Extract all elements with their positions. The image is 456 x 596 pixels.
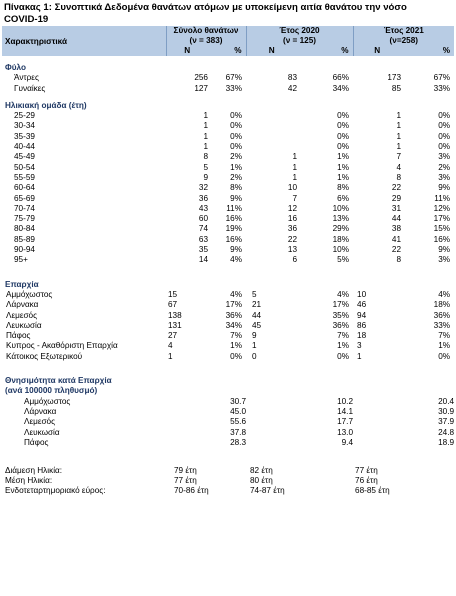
spacer-row (2, 266, 454, 273)
cell-2021-pct: 0% (438, 351, 451, 361)
cell-2021-pct: 3% (438, 152, 451, 162)
cell-2020-value: 10.2 (337, 396, 354, 406)
table-row (2, 224, 454, 234)
cell-2020-n: 5 (252, 289, 257, 299)
row-label: 95+ (14, 255, 28, 265)
cell-total-n: 43 (198, 203, 208, 213)
cell-total-n: 4 (168, 341, 173, 351)
section-mortality-label: Θνησιμότητα κατά Επαρχία (5, 376, 112, 386)
cell-2020-n (246, 142, 297, 152)
cell-total-n: 138 (168, 310, 182, 320)
table-row (2, 84, 454, 94)
cell-total-pct: 9% (230, 245, 242, 255)
header-pct-2020: % (297, 46, 353, 56)
row-label: 55-59 (14, 172, 35, 182)
header-pct-2021: % (401, 46, 454, 56)
cell-2021-value: 76 έτη (355, 475, 378, 485)
row-label: 50-54 (14, 162, 35, 172)
cell-total-pct: 33% (225, 83, 242, 93)
spacer-cell (2, 266, 454, 273)
cell-2021-n: 8 (396, 255, 402, 265)
cell-2020-pct: 0% (337, 121, 350, 131)
cell-2021-pct: 16% (433, 234, 451, 244)
table-row (2, 311, 454, 321)
cell-2021-pct: 2% (438, 162, 451, 172)
cell-total-value: 30.7 (230, 396, 246, 406)
cell-2020-pct: 17% (332, 300, 350, 310)
cell-2021-pct: 0% (438, 121, 451, 131)
section-mortality (2, 376, 454, 386)
row-label: Πάφος (6, 331, 31, 341)
cell-total-pct: 16% (225, 214, 242, 224)
cell-2020-n: 10 (287, 183, 297, 193)
cell-total-pct: 0% (230, 111, 242, 121)
cell-2020-pct: 1% (337, 341, 350, 351)
cell-2020-n: 6 (292, 255, 297, 265)
cell-total-n: 1 (203, 111, 208, 121)
spacer-cell (2, 369, 454, 376)
header-row-1 (2, 26, 454, 46)
table-row (2, 407, 454, 417)
table-row (2, 290, 454, 300)
cell-total-n: 36 (198, 193, 208, 203)
cell-2020-pct: 66% (332, 73, 350, 83)
cell-2020-n: 22 (287, 234, 297, 244)
cell-2021-n: 1 (396, 131, 402, 141)
spacer-cell (2, 455, 454, 462)
cell-2020-n (246, 121, 297, 131)
row-label: 90-94 (14, 245, 35, 255)
cell-total-n: 67 (168, 300, 178, 310)
cell-total-n: 127 (194, 83, 208, 93)
cell-total-n: 60 (198, 214, 208, 224)
cell-2020-pct: 29% (332, 224, 350, 234)
cell-2021-value: 18.9 (438, 437, 455, 447)
header-2020-n: (ν = 125) (283, 36, 316, 45)
row-label: Κάτοικος Εξωτερικού (6, 351, 83, 361)
cell-2020-value: 82 έτη (250, 466, 273, 476)
cell-2020-n: 36 (287, 224, 297, 234)
section-mortality-unit (2, 386, 454, 396)
cell-2020-pct: 8% (337, 183, 350, 193)
cell-2020-pct: 6% (337, 193, 350, 203)
cell-2021-pct: 0% (438, 142, 451, 152)
cell-total-n: 74 (198, 224, 208, 234)
table-row (2, 300, 454, 310)
table-row (2, 163, 454, 173)
spacer-cell (2, 362, 454, 369)
cell-2021-pct: 33% (433, 320, 451, 330)
table-row (2, 214, 454, 224)
summary-row (2, 466, 454, 476)
row-label: Λεμεσός (6, 310, 38, 320)
spacer-row (2, 362, 454, 369)
cell-2021-pct: 15% (433, 224, 451, 234)
cell-2021-n: 7 (396, 152, 402, 162)
cell-2021-value: 24.8 (438, 427, 455, 437)
cell-2021-n: 46 (357, 300, 367, 310)
cell-total-pct: 1% (230, 341, 242, 351)
section-age-label: Ηλικιακή ομάδα (έτη) (5, 100, 87, 110)
cell-2021-n: 94 (357, 310, 367, 320)
cell-total-pct: 2% (230, 152, 242, 162)
cell-2021-n: 41 (391, 234, 402, 244)
cell-total-pct: 4% (230, 255, 242, 265)
header-2020-label: Έτος 2020 (279, 26, 320, 35)
header-total-n: (ν = 383) (189, 36, 223, 45)
cell-2021-n: 86 (357, 320, 367, 330)
header-n-2020: N (246, 46, 297, 56)
spacer-row (2, 94, 454, 101)
cell-2020-n (246, 111, 297, 121)
table-row (2, 204, 454, 214)
cell-total-n: 256 (194, 73, 208, 83)
spacer-row (2, 56, 454, 63)
cell-2020-pct: 1% (337, 172, 350, 182)
cell-total-n: 27 (168, 331, 178, 341)
cell-2021-pct: 12% (433, 203, 451, 213)
cell-2021-value: 20.4 (438, 396, 455, 406)
header-2021-label: Έτος 2021 (383, 26, 424, 35)
spacer-cell (2, 448, 454, 455)
cell-total-pct: 17% (225, 300, 242, 310)
table-row (2, 245, 454, 255)
cell-total-value: 28.3 (230, 437, 246, 447)
cell-2020-n: 16 (287, 214, 297, 224)
table-row (2, 321, 454, 331)
header-2020 (246, 26, 353, 46)
cell-total-value: 45.0 (230, 406, 246, 416)
cell-total-pct: 0% (230, 131, 242, 141)
cell-2020-n (246, 132, 297, 142)
cell-2020-pct: 0% (337, 131, 350, 141)
cell-total-value: 55.6 (230, 417, 246, 427)
cell-2020-pct: 35% (332, 310, 350, 320)
header-pct-total: % (208, 46, 246, 56)
table-row (2, 183, 454, 193)
cell-2021-n: 22 (391, 183, 402, 193)
cell-total-n: 32 (198, 183, 208, 193)
cell-total-pct: 11% (226, 203, 242, 213)
row-label: Λεμεσός (24, 417, 56, 427)
cell-2020-n: 1 (292, 172, 297, 182)
cell-2020-n: 1 (292, 162, 297, 172)
header-2021 (353, 26, 454, 46)
cell-total-pct: 1% (230, 162, 242, 172)
table-row (2, 121, 454, 131)
cell-total-pct: 0% (230, 121, 242, 131)
cell-total-pct: 67% (225, 73, 242, 83)
cell-2021-value: 68-85 έτη (355, 485, 390, 495)
cell-2021-n: 4 (396, 162, 402, 172)
cell-2020-pct: 0% (337, 111, 350, 121)
cell-total-pct: 8% (230, 183, 242, 193)
cell-2021-pct: 18% (433, 300, 451, 310)
table-row (2, 438, 454, 448)
cell-2020-n: 1 (292, 152, 297, 162)
header-total (166, 26, 246, 46)
cell-2020-pct: 5% (337, 255, 350, 265)
cell-2021-pct: 0% (438, 111, 451, 121)
row-label: 45-49 (14, 152, 35, 162)
cell-2020-pct: 36% (332, 320, 350, 330)
table-row (2, 397, 454, 407)
cell-total-n: 1 (203, 131, 208, 141)
cell-total-n: 1 (203, 121, 208, 131)
cell-2021-pct: 1% (438, 341, 451, 351)
cell-2021-value: 77 έτη (355, 466, 378, 476)
cell-total-n: 9 (203, 172, 208, 182)
row-label: Άντρες (14, 73, 39, 83)
header-characteristics: Χαρακτηριστικά (2, 26, 166, 56)
row-label: 60-64 (14, 183, 35, 193)
section-district (2, 280, 454, 290)
spacer-cell (2, 94, 454, 101)
table-row (2, 111, 454, 121)
table-row (2, 152, 454, 162)
row-label: Μέση Ηλικία: (5, 475, 53, 485)
row-label: 65-69 (14, 193, 35, 203)
cell-2021-n: 38 (391, 224, 402, 234)
cell-total-value: 37.8 (230, 427, 246, 437)
cell-2021-pct: 3% (438, 255, 451, 265)
cell-2021-value: 37.9 (438, 417, 455, 427)
cell-2021-n: 44 (391, 214, 402, 224)
cell-2021-pct: 7% (438, 331, 451, 341)
row-label: Αμμόχωστος (24, 396, 71, 406)
cell-2020-pct: 7% (337, 331, 350, 341)
table-row (2, 417, 454, 427)
section-sex (2, 63, 454, 73)
cell-2021-pct: 9% (438, 245, 451, 255)
cell-2021-n: 3 (357, 341, 362, 351)
cell-total-pct: 19% (225, 224, 242, 234)
cell-2021-n: 85 (391, 83, 402, 93)
cell-total-pct: 9% (230, 193, 242, 203)
cell-2021-pct: 0% (438, 131, 451, 141)
spacer-row (2, 448, 454, 455)
cell-total-value: 70-86 έτη (174, 485, 209, 495)
cell-2020-n: 83 (287, 73, 297, 83)
cell-2020-n: 42 (287, 83, 297, 93)
cell-total-pct: 16% (225, 234, 242, 244)
row-label: 30-34 (14, 121, 35, 131)
cell-2020-n: 45 (252, 320, 262, 330)
row-label: 40-44 (14, 142, 35, 152)
cell-2020-pct: 10% (332, 203, 350, 213)
cell-2020-pct: 10% (332, 245, 350, 255)
table-row (2, 173, 454, 183)
cell-2020-pct: 1% (337, 162, 350, 172)
cell-2021-pct: 4% (438, 289, 451, 299)
spacer-row (2, 273, 454, 280)
cell-total-pct: 34% (225, 320, 242, 330)
row-label: Λάρνακα (6, 300, 39, 310)
cell-2020-pct: 34% (332, 83, 350, 93)
row-label: 70-74 (14, 203, 35, 213)
cell-2021-n: 18 (357, 331, 367, 341)
row-label: Αμμόχωστος (6, 289, 53, 299)
row-label: Λάρνακα (24, 406, 57, 416)
cell-2021-n: 1 (396, 121, 402, 131)
row-label: 75-79 (14, 214, 35, 224)
cell-2021-n: 173 (387, 73, 402, 83)
spacer-cell (2, 273, 454, 280)
table-row (2, 132, 454, 142)
cell-2021-pct: 9% (438, 183, 451, 193)
summary-row (2, 486, 454, 496)
row-label: 80-84 (14, 224, 35, 234)
cell-total-n: 131 (168, 320, 182, 330)
cell-2020-n: 7 (292, 193, 297, 203)
cell-2020-n: 21 (252, 300, 262, 310)
cell-total-value: 77 έτη (174, 475, 197, 485)
cell-total-pct: 0% (230, 351, 242, 361)
cell-total-n: 1 (203, 142, 208, 152)
cell-2020-n: 9 (252, 331, 257, 341)
cell-2020-pct: 0% (337, 142, 350, 152)
summary-row (2, 476, 454, 486)
cell-2020-n: 0 (252, 351, 257, 361)
cell-total-value: 79 έτη (174, 466, 197, 476)
row-label: 25-29 (14, 111, 35, 121)
cell-2021-n: 10 (357, 289, 367, 299)
cell-total-n: 5 (203, 162, 208, 172)
cell-2021-n: 8 (396, 172, 402, 182)
cell-total-pct: 36% (225, 310, 242, 320)
table-row (2, 331, 454, 341)
cell-2021-pct: 3% (438, 172, 451, 182)
cell-2020-n: 12 (287, 203, 297, 213)
cell-total-n: 35 (198, 245, 208, 255)
cell-total-pct: 0% (230, 142, 242, 152)
cell-2020-n: 1 (252, 341, 257, 351)
cell-total-pct: 7% (230, 331, 242, 341)
cell-total-n: 15 (168, 289, 178, 299)
summary-table (2, 26, 454, 495)
cell-2020-pct: 0% (337, 351, 350, 361)
cell-2021-pct: 36% (433, 310, 451, 320)
cell-2021-n: 1 (396, 142, 402, 152)
cell-total-n: 14 (198, 255, 208, 265)
cell-2021-pct: 33% (433, 83, 451, 93)
section-district-label: Επαρχία (5, 279, 39, 289)
table-row (2, 428, 454, 438)
cell-2021-n: 31 (391, 203, 402, 213)
cell-2020-n: 44 (252, 310, 262, 320)
row-label: 85-89 (14, 234, 35, 244)
spacer-row (2, 455, 454, 462)
cell-2020-value: 13.0 (337, 427, 354, 437)
table-row (2, 73, 454, 83)
table-row (2, 235, 454, 245)
table-row (2, 341, 454, 351)
cell-2021-n: 22 (391, 245, 402, 255)
row-label: Γυναίκες (14, 83, 46, 93)
cell-2020-value: 17.7 (337, 417, 354, 427)
header-total-label: Σύνολο θανάτων (173, 26, 239, 35)
header-n-total: N (166, 46, 208, 56)
row-label: 35-39 (14, 131, 35, 141)
cell-2021-n: 29 (391, 193, 402, 203)
cell-2021-n: 1 (396, 111, 402, 121)
cell-total-pct: 4% (230, 289, 242, 299)
table-row (2, 194, 454, 204)
cell-total-pct: 2% (230, 172, 242, 182)
row-label: Κυπρος - Ακαθόριστη Επαρχία (6, 341, 118, 351)
cell-total-n: 63 (198, 234, 208, 244)
cell-2020-pct: 4% (337, 289, 350, 299)
spacer-row (2, 369, 454, 376)
section-age (2, 101, 454, 111)
section-sex-label: Φύλο (5, 63, 26, 72)
cell-2020-value: 80 έτη (250, 475, 273, 485)
spacer-cell (2, 56, 454, 63)
row-label: Λευκωσία (6, 320, 42, 330)
cell-2020-pct: 18% (332, 234, 350, 244)
table-row (2, 142, 454, 152)
header-n-2021: N (353, 46, 401, 56)
cell-2020-value: 14.1 (337, 406, 354, 416)
row-label: Λευκωσία (24, 427, 60, 437)
row-label: Ενδοτεταρτημοριακό εύρος: (5, 485, 106, 495)
header-2021-n: (ν=258) (389, 36, 418, 45)
cell-2020-value: 74-87 έτη (250, 485, 285, 495)
cell-2021-pct: 17% (433, 214, 451, 224)
section-mortality-unit-label: (ανά 100000 πληθυσμό) (5, 386, 98, 396)
cell-2021-pct: 67% (433, 73, 451, 83)
cell-2021-n: 1 (357, 351, 362, 361)
cell-total-n: 8 (203, 152, 208, 162)
cell-2020-value: 9.4 (341, 437, 354, 447)
cell-total-n: 1 (168, 351, 173, 361)
cell-2020-pct: 13% (332, 214, 350, 224)
row-label: Πάφος (24, 437, 49, 447)
table-title (0, 0, 456, 26)
table-title-line2: COVID-19 (4, 14, 49, 25)
table-row (2, 352, 454, 362)
table-title-line1: Πίνακας 1: Συνοπτικά Δεδομένα θανάτων ατόμων με υποκείμενη αιτία θανάτου την νόσο (4, 2, 407, 13)
cell-2021-value: 30.9 (438, 406, 455, 416)
cell-2020-pct: 1% (337, 152, 350, 162)
row-label: Διάμεση Ηλικία: (5, 466, 63, 476)
cell-2021-pct: 11% (434, 193, 451, 203)
cell-2020-n: 13 (287, 245, 297, 255)
table-row (2, 255, 454, 265)
